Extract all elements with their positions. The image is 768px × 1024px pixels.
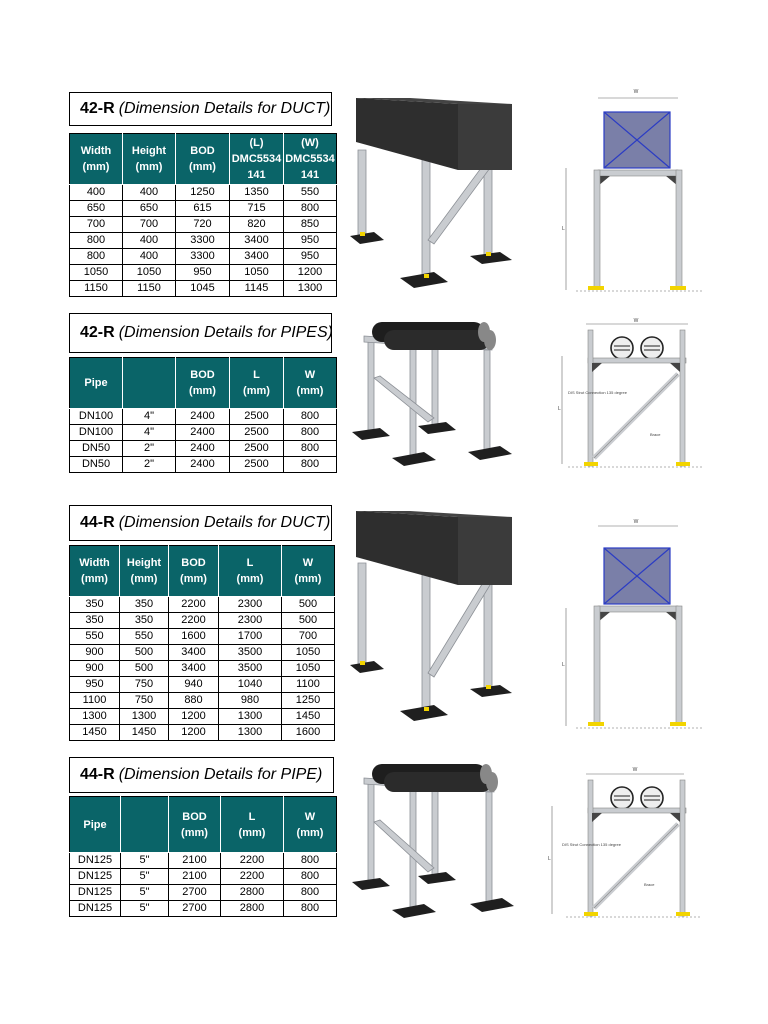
table-cell: 500 [282, 597, 335, 613]
table-cell: DN100 [70, 425, 123, 441]
section-title [69, 505, 332, 541]
table-cell: 700 [123, 217, 176, 233]
table-cell: 2" [123, 441, 176, 457]
table-cell: 1300 [219, 709, 282, 725]
table-cell: 750 [120, 693, 169, 709]
dimension-table [69, 796, 337, 917]
strut-frame [364, 778, 494, 910]
table-cell: 2400 [176, 441, 230, 457]
table-cell: 700 [70, 217, 123, 233]
table-cell: 950 [284, 233, 337, 249]
table-cell: 500 [282, 613, 335, 629]
pipe-elevation-drawing [554, 318, 706, 474]
table-cell: 1300 [284, 281, 337, 297]
column-header: Height (mm) [123, 134, 176, 185]
table-cell: 950 [176, 265, 230, 281]
width-mark: W [632, 767, 638, 773]
pipe-section [611, 787, 663, 809]
table-cell: 3400 [169, 661, 219, 677]
table-cell: DN50 [70, 441, 123, 457]
table-cell: 1145 [230, 281, 284, 297]
table-cell: DN100 [70, 409, 123, 425]
table-cell: 400 [123, 249, 176, 265]
table-cell: 650 [70, 201, 123, 217]
table-cell: 650 [123, 201, 176, 217]
table-cell: 900 [70, 661, 120, 677]
duct-elevation-drawing [556, 84, 708, 300]
column-header: BOD (mm) [169, 546, 219, 597]
length-mark: L [548, 856, 551, 862]
table-cell: 1300 [219, 725, 282, 741]
strut-legs [358, 563, 492, 715]
table-cell: 2800 [221, 885, 284, 901]
table-row [70, 901, 337, 917]
table-row [70, 885, 337, 901]
table-row [70, 457, 337, 473]
table-row [70, 645, 335, 661]
table-cell: 5" [121, 853, 169, 869]
table-cell: 1450 [70, 725, 120, 741]
column-header [121, 797, 169, 853]
table-cell: 2800 [221, 901, 284, 917]
table-cell: DN125 [70, 885, 121, 901]
table-cell: 1045 [176, 281, 230, 297]
table-cell: 1600 [282, 725, 335, 741]
column-header: (L) DMC5534 141 [230, 134, 284, 185]
table-cell: 1700 [219, 629, 282, 645]
column-header: Pipe [70, 358, 123, 409]
table-cell: 820 [230, 217, 284, 233]
table-row [70, 201, 337, 217]
table-cell: 400 [123, 233, 176, 249]
table-row [70, 661, 335, 677]
section-title [69, 313, 332, 353]
section-code: 44-R [80, 766, 115, 783]
table-cell: 2400 [176, 425, 230, 441]
table-row [70, 265, 337, 281]
table-cell: 1450 [282, 709, 335, 725]
table-cell: 2200 [169, 613, 219, 629]
table-cell: 1050 [282, 645, 335, 661]
table-cell: 350 [70, 597, 120, 613]
table-cell: 5" [121, 869, 169, 885]
table-cell: 940 [169, 677, 219, 693]
table-cell: 2300 [219, 613, 282, 629]
column-header: Height (mm) [120, 546, 169, 597]
table-cell: 500 [120, 661, 169, 677]
section-title [69, 757, 334, 793]
table-cell: 800 [70, 233, 123, 249]
table-cell: 3500 [219, 645, 282, 661]
table-cell: 400 [70, 185, 123, 201]
table-cell: 950 [70, 677, 120, 693]
table-row [70, 441, 337, 457]
table-cell: 2200 [221, 853, 284, 869]
column-header: L (mm) [221, 797, 284, 853]
strut-frame [364, 336, 492, 458]
table-cell: 2300 [219, 597, 282, 613]
table-cell: 700 [282, 629, 335, 645]
table-cell: 1300 [70, 709, 120, 725]
table-cell: 5" [121, 901, 169, 917]
pipe-support-render [350, 318, 520, 470]
section-description: (Dimension Details for PIPES) [118, 324, 333, 341]
duct-support-render [348, 505, 520, 731]
dimension-table [69, 545, 335, 741]
width-mark: W [633, 89, 639, 95]
column-header: L (mm) [219, 546, 282, 597]
table-cell: 720 [176, 217, 230, 233]
duct-body [356, 511, 512, 585]
pipe-section [611, 337, 663, 359]
table-cell: 550 [284, 185, 337, 201]
table-cell: 2400 [176, 409, 230, 425]
table-cell: 800 [284, 201, 337, 217]
table-cell: 615 [176, 201, 230, 217]
section-code: 42-R [80, 100, 115, 117]
table-cell: 1350 [230, 185, 284, 201]
table-cell: 1200 [169, 709, 219, 725]
column-header [123, 358, 176, 409]
column-header: W (mm) [284, 358, 337, 409]
duct-elevation-drawing [556, 516, 708, 738]
table-cell: 800 [284, 853, 337, 869]
table-cell: 800 [284, 441, 337, 457]
table-row [70, 629, 335, 645]
table-cell: 550 [120, 629, 169, 645]
table-cell: 1050 [123, 265, 176, 281]
table-cell: 2200 [169, 597, 219, 613]
pipe-elevation-drawing [546, 764, 706, 928]
table-cell: 2100 [169, 853, 221, 869]
dimension-table [69, 357, 337, 473]
column-header: BOD (mm) [169, 797, 221, 853]
table-cell: 800 [284, 457, 337, 473]
table-row [70, 869, 337, 885]
table-cell: 3400 [230, 249, 284, 265]
table-row [70, 233, 337, 249]
table-cell: 2" [123, 457, 176, 473]
table-row [70, 613, 335, 629]
pipes [372, 764, 498, 792]
table-row [70, 425, 337, 441]
table-cell: 400 [123, 185, 176, 201]
table-cell: 1050 [70, 265, 123, 281]
table-cell: 800 [284, 425, 337, 441]
section-code: 42-R [80, 324, 115, 341]
table-cell: 1150 [70, 281, 123, 297]
table-row [70, 249, 337, 265]
width-mark: W [633, 318, 639, 324]
table-cell: 2700 [169, 901, 221, 917]
table-cell: 800 [70, 249, 123, 265]
table-cell: 850 [284, 217, 337, 233]
table-cell: 3500 [219, 661, 282, 677]
table-row [70, 217, 337, 233]
table-cell: 500 [120, 645, 169, 661]
table-cell: 1050 [282, 661, 335, 677]
table-cell: DN125 [70, 901, 121, 917]
column-header: BOD (mm) [176, 358, 230, 409]
table-cell: 900 [70, 645, 120, 661]
column-header: W (mm) [282, 546, 335, 597]
table-cell: 800 [284, 869, 337, 885]
table-cell: 1050 [230, 265, 284, 281]
table-cell: 3300 [176, 249, 230, 265]
pipes [372, 322, 496, 350]
table-cell: 750 [120, 677, 169, 693]
pipe-support-render [350, 760, 522, 922]
length-mark: L [562, 226, 565, 232]
section-description: (Dimension Details for PIPE) [118, 766, 323, 783]
strut-connection-note: DIS Strut Connection 135 degree [568, 390, 627, 395]
section-description: (Dimension Details for DUCT) [118, 100, 331, 117]
table-cell: 2500 [230, 441, 284, 457]
table-cell: 1150 [123, 281, 176, 297]
table-cell: 2200 [221, 869, 284, 885]
section-title [69, 92, 332, 126]
table-row [70, 185, 337, 201]
width-mark: W [633, 519, 639, 525]
table-row [70, 677, 335, 693]
brace-note: Brace [650, 432, 661, 437]
table-cell: 2400 [176, 457, 230, 473]
strut-connection-note: DIS Strut Connection 135 degree [562, 842, 621, 847]
table-cell: 715 [230, 201, 284, 217]
column-header: Width (mm) [70, 134, 123, 185]
column-header: L (mm) [230, 358, 284, 409]
table-cell: 550 [70, 629, 120, 645]
table-cell: 1100 [282, 677, 335, 693]
table-cell: 1250 [176, 185, 230, 201]
column-header: (W) DMC5534 141 [284, 134, 337, 185]
table-cell: 1100 [70, 693, 120, 709]
table-row [70, 709, 335, 725]
table-cell: 5" [121, 885, 169, 901]
table-cell: 2500 [230, 409, 284, 425]
section-description: (Dimension Details for DUCT) [118, 514, 331, 531]
table-cell: 4" [123, 425, 176, 441]
table-cell: 350 [70, 613, 120, 629]
table-cell: 2700 [169, 885, 221, 901]
table-row [70, 597, 335, 613]
table-cell: 4" [123, 409, 176, 425]
table-cell: 350 [120, 597, 169, 613]
table-cell: 2100 [169, 869, 221, 885]
table-row [70, 693, 335, 709]
table-cell: 800 [284, 885, 337, 901]
table-cell: 3300 [176, 233, 230, 249]
section-code: 44-R [80, 514, 115, 531]
table-cell: DN125 [70, 853, 121, 869]
table-cell: DN125 [70, 869, 121, 885]
duct-support-render [348, 92, 520, 296]
table-cell: 1450 [120, 725, 169, 741]
brace-note: Brace [644, 882, 655, 887]
table-cell: 800 [284, 409, 337, 425]
column-header: Pipe [70, 797, 121, 853]
dimension-table [69, 133, 337, 297]
table-cell: 350 [120, 613, 169, 629]
table-cell: 980 [219, 693, 282, 709]
table-cell: 1200 [169, 725, 219, 741]
column-header: BOD (mm) [176, 134, 230, 185]
duct-body [356, 98, 512, 170]
table-cell: 1200 [284, 265, 337, 281]
table-cell: 3400 [230, 233, 284, 249]
table-row [70, 853, 337, 869]
table-cell: 1300 [120, 709, 169, 725]
table-cell: 800 [284, 901, 337, 917]
table-cell: 2500 [230, 425, 284, 441]
table-row [70, 281, 337, 297]
table-cell: 3400 [169, 645, 219, 661]
table-cell: DN50 [70, 457, 123, 473]
table-cell: 950 [284, 249, 337, 265]
table-row [70, 409, 337, 425]
table-cell: 880 [169, 693, 219, 709]
column-header: Width (mm) [70, 546, 120, 597]
table-cell: 2500 [230, 457, 284, 473]
length-mark: L [562, 662, 565, 668]
column-header: W (mm) [284, 797, 337, 853]
table-cell: 1040 [219, 677, 282, 693]
length-mark: L [558, 406, 561, 412]
table-cell: 1600 [169, 629, 219, 645]
table-cell: 1250 [282, 693, 335, 709]
table-row [70, 725, 335, 741]
